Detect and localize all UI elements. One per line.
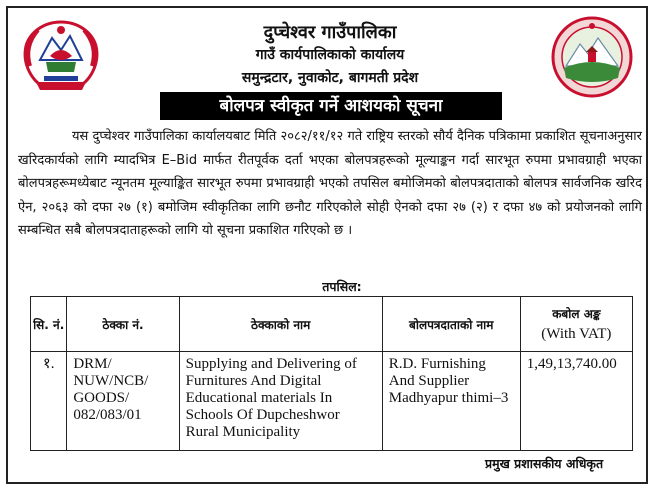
col-header-contract-name: ठेक्काको नाम: [179, 297, 382, 352]
signatory-title: प्रमुख प्रशासकीय अधिकृत: [485, 456, 604, 471]
nepal-emblem-icon: [16, 16, 106, 96]
cell-sn: १.: [31, 352, 67, 451]
amount-header-label: कबोल अङ्क: [552, 307, 601, 321]
cell-amount: 1,49,13,740.00: [520, 352, 632, 451]
notice-title-banner: बोलपत्र स्वीकृत गर्ने आशयको सूचना: [160, 92, 502, 120]
municipality-name: दुप्चेश्वर गाउँपालिका: [263, 22, 397, 43]
table-row: [31, 352, 633, 451]
vat-note: (With VAT): [541, 326, 612, 342]
col-header-sn: सि. नं.: [31, 297, 67, 352]
municipality-seal-icon: [546, 16, 638, 98]
schedule-label: तपसिल:: [322, 279, 362, 294]
office-name: गाउँ कार्यपालिकाको कार्यालय: [255, 47, 405, 63]
col-header-contract-no: ठेक्का नं.: [67, 297, 179, 352]
cell-bidder: R.D. Furnishing And Supplier Madhyapur thimi–3: [382, 352, 520, 451]
bid-table: [30, 296, 633, 451]
col-header-amount: [520, 297, 632, 352]
notice-paragraph: यस दुप्चेश्वर गाउँपालिका कार्यालयबाट मिति २०८२/११/१२ गते राष्ट्रिय स्तरको सौर्य दैनिक पत्रिकामा प्रकाशित सूचनाअनुसार खरिदकार्यको लागि म्यादभित्र E–Bid मार्फत रीतपूर्वक दर्ता भएका बोलपत्रहरूको मूल्याङ्कन गर्दा सारभूत रुपमा प्रभावग्राही भएका बोलपत्रहरूमध्येबाट न्यूनतम मूल्याङ्कित सारभूत रुपमा प्रभावग्राही भएको तपसिल बमोजिमको बोलपत्रदाताको बोलपत्र सार्वजनिक खरिद ऐन, २०६३ को दफा २७ (१) बमोजिम स्वीकृतिका लागि छनौट गरिएकोले सोही ऐनको दफा २७ (२) र दफा ४७ को प्रयोजनको लागि सम्बन्धित सबै बोलपत्रदाताहरूको लागि यो सूचना प्रकाशित गरिएको छ ।: [18, 129, 642, 239]
notice-body: [18, 125, 642, 243]
office-address: समुन्द्रटार, नुवाकोट, बागमती प्रदेश: [241, 70, 419, 86]
cell-contract-name: Supplying and Delivering of Furnitures And Digital Educational materials In Schools Of Dupcheshwor Rural Municipality: [179, 352, 382, 451]
table-header-row: [31, 297, 633, 352]
col-header-bidder: बोलपत्रदाताको नाम: [382, 297, 520, 352]
cell-contract-no: DRM/ NUW/NCB/ GOODS/ 082/083/01: [67, 352, 179, 451]
